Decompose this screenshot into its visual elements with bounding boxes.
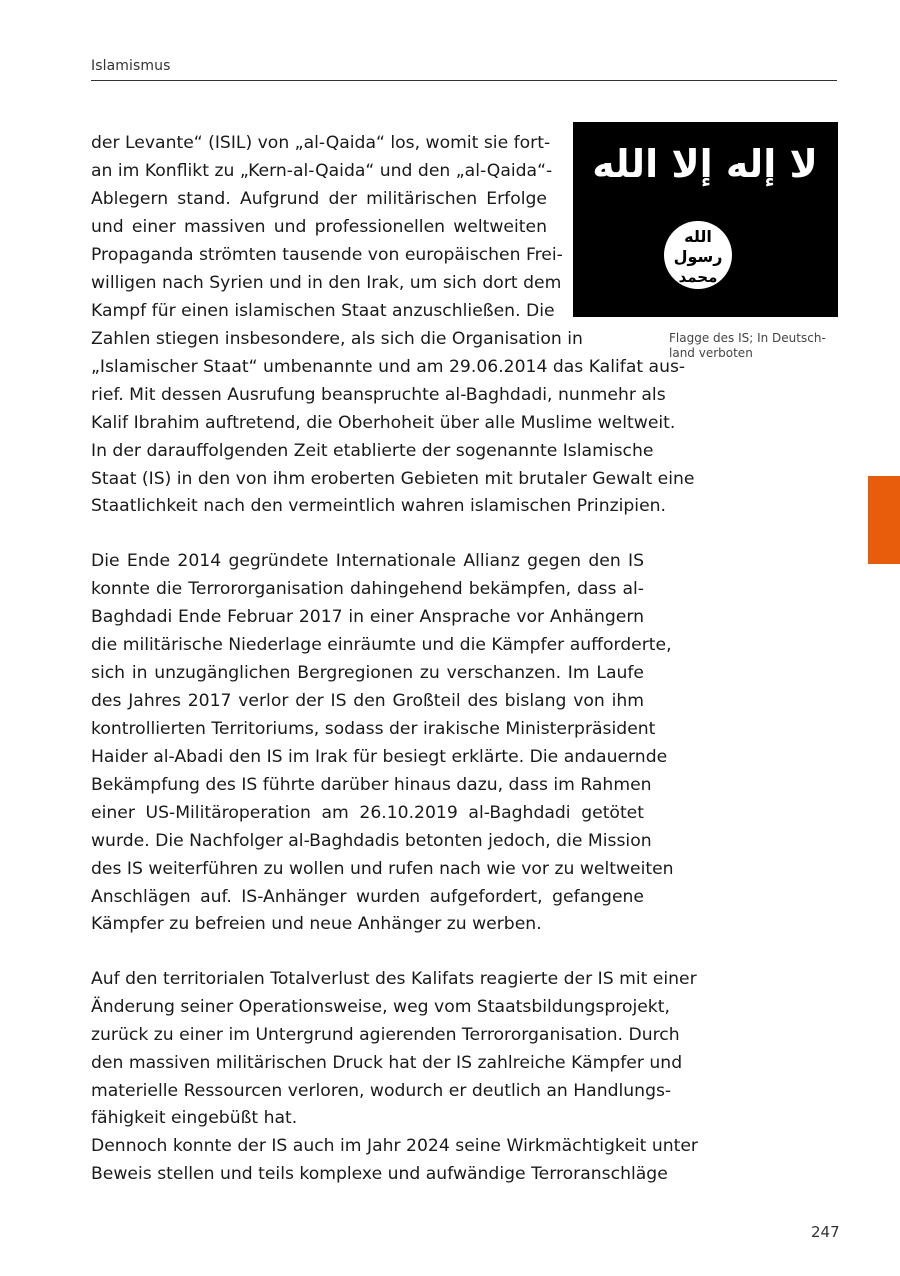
- body-line: Anschlägen auf. IS-Anhänger wurden aufgefordert, gefangene: [91, 887, 644, 907]
- body-line: sich in unzugänglichen Bergregionen zu verschanzen. Im Laufe: [91, 663, 644, 683]
- body-line: Dennoch konnte der IS auch im Jahr 2024 seine Wirkmächtigkeit unter: [91, 1136, 698, 1156]
- flag-seal-line-3: محمد: [678, 268, 718, 286]
- flag-svg: [573, 122, 838, 317]
- body-line: des Jahres 2017 verlor der IS den Großteil des bislang von ihm: [91, 691, 644, 711]
- body-line: Zahlen stiegen insbesondere, als sich die Organisation in: [91, 329, 583, 349]
- body-line: fähigkeit eingebüßt hat.: [91, 1108, 298, 1128]
- flag-seal-line-2: رسول: [673, 247, 723, 266]
- body-line: materielle Ressourcen verloren, wodurch er deutlich an Handlungs-: [91, 1081, 672, 1101]
- body-line: Staat (IS) in den von ihm eroberten Gebieten mit brutaler Gewalt eine: [91, 469, 695, 489]
- figure-caption: Flagge des IS; In Deutsch-land verboten: [669, 331, 826, 360]
- body-line: an im Konflikt zu „Kern-al-Qaida“ und den „al-Qaida“-: [91, 161, 553, 181]
- body-line: und einer massiven und professionellen weltweiten: [91, 217, 547, 237]
- body-line: Staatlichkeit nach den vermeintlich wahren islamischen Prinzipien.: [91, 496, 666, 516]
- body-line: Kampf für einen islamischen Staat anzuschließen. Die: [91, 301, 555, 321]
- body-line: In der darauffolgenden Zeit etablierte der sogenannte Islamische: [91, 441, 654, 461]
- body-line: Ablegern stand. Aufgrund der militärischen Erfolge: [91, 189, 547, 209]
- body-line: des IS weiterführen zu wollen und rufen nach wie vor zu weltweiten: [91, 859, 674, 879]
- body-line: die militärische Niederlage einräumte und die Kämpfer aufforderte,: [91, 635, 672, 655]
- body-line: Propaganda strömten tausende von europäischen Frei-: [91, 245, 563, 265]
- body-line: Baghdadi Ende Februar 2017 in einer Ansprache vor Anhängern: [91, 607, 644, 627]
- body-line: kontrollierten Territoriums, sodass der irakische Ministerpräsident: [91, 719, 656, 739]
- chapter-side-tab: [868, 476, 900, 564]
- running-head: Islamismus: [91, 58, 171, 74]
- flag-shahada-text: لا إله إلا الله: [592, 142, 818, 186]
- body-line: Die Ende 2014 gegründete Internationale Allianz gegen den IS: [91, 551, 644, 571]
- body-line: Änderung seiner Operationsweise, weg vom Staatsbildungsprojekt,: [91, 997, 670, 1017]
- body-line: den massiven militärischen Druck hat der IS zahlreiche Kämpfer und: [91, 1053, 683, 1073]
- body-line: Kalif Ibrahim auftretend, die Oberhoheit über alle Muslime weltweit.: [91, 413, 676, 433]
- body-line: Haider al-Abadi den IS im Irak für besiegt erklärte. Die andauernde: [91, 747, 668, 767]
- body-line: konnte die Terrororganisation dahingehend bekämpfen, dass al-: [91, 579, 644, 599]
- body-line: willigen nach Syrien und in den Irak, um sich dort dem: [91, 273, 562, 293]
- header-rule: [91, 80, 837, 81]
- flag-seal-line-1: الله: [684, 227, 712, 246]
- body-line: einer US-Militäroperation am 26.10.2019 al-Baghdadi getötet: [91, 803, 644, 823]
- body-line: „Islamischer Staat“ umbenannte und am 29.06.2014 das Kalifat aus-: [91, 357, 686, 377]
- body-line: Bekämpfung des IS führte darüber hinaus dazu, dass im Rahmen: [91, 775, 652, 795]
- body-line: Beweis stellen und teils komplexe und aufwändige Terroranschläge: [91, 1164, 668, 1184]
- body-line: zurück zu einer im Untergrund agierenden Terrororganisation. Durch: [91, 1025, 680, 1045]
- is-flag-image: [573, 122, 838, 317]
- page-number: 247: [811, 1223, 840, 1241]
- body-line: der Levante“ (ISIL) von „al-Qaida“ los, womit sie fort-: [91, 133, 551, 153]
- body-line: rief. Mit dessen Ausrufung beanspruchte al-Baghdadi, nunmehr als: [91, 385, 666, 405]
- body-line: wurde. Die Nachfolger al-Baghdadis betonten jedoch, die Mission: [91, 831, 652, 851]
- body-line: Kämpfer zu befreien und neue Anhänger zu werben.: [91, 914, 542, 934]
- body-line: Auf den territorialen Totalverlust des Kalifats reagierte der IS mit einer: [91, 969, 697, 989]
